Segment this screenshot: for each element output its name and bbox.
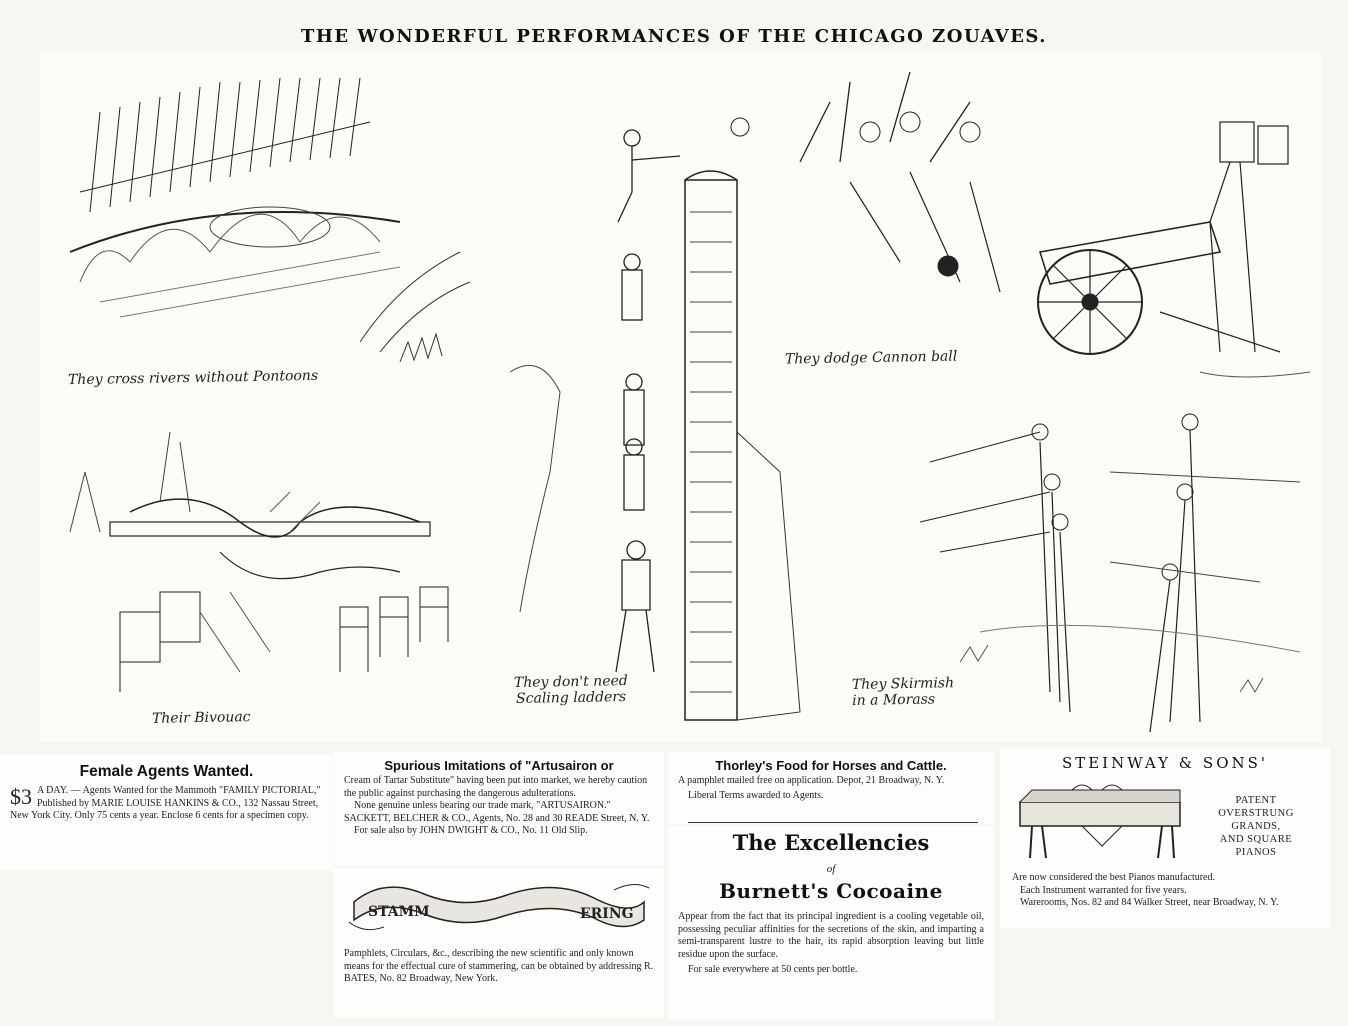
ad-steinway-text3: Warerooms, Nos. 82 and 84 Walker Street, near Broadway, N. Y. (1020, 897, 1279, 908)
piano-illustration (1012, 780, 1188, 864)
illustration-plate (40, 52, 1322, 742)
ad-spurious-text2: None genuine unless bearing our trade mark, "ARTUSAIRON." SACKETT, BELCHER & CO., Agents, No. 28 and 30 READE Street, N. Y. (344, 800, 650, 824)
ad-female-agents-price: $3 (10, 784, 32, 809)
stammering-banner (344, 872, 654, 944)
ad-thorley-text1: A pamphlet mailed free on application. Depot, 21 Broadway, N. Y. (678, 775, 945, 786)
feature-line: PATENT (1235, 795, 1277, 806)
ad-cocoaine-text: Appear from the fact that its principal ingredient is a cooling vegetable oil, possessing peculiar affinities for the secretions of the skin, and imparting a semi-transparent lustre to the hair, its rapid absorption leaving but little residue upon the surface. (678, 911, 984, 960)
ad-steinway-text2: Each Instrument warranted for five years. (1020, 884, 1187, 896)
engraving-illustration (40, 52, 1322, 742)
ad-spurious-text1: Cream of Tartar Substitute" having been put into market, we hereby caution the public against purchasing the dangerous adulterations. (344, 775, 648, 799)
scaling-ladders-scene (510, 118, 800, 720)
page-title: THE WONDERFUL PERFORMANCES OF THE CHICAGO ZOUAVES. (300, 26, 1048, 47)
river-crossing-scene (70, 78, 470, 362)
ad-female-agents-heading: Female Agents Wanted. (79, 763, 254, 780)
feature-line: PIANOS (1235, 847, 1277, 858)
caption-bivouac: Their Bivouac (151, 709, 251, 727)
ad-cocoaine (668, 826, 994, 1020)
ad-steinway-text1: Are now considered the best Pianos manufactured. (1012, 872, 1215, 883)
ad-spurious-imitations (334, 752, 664, 865)
banner-right-text: ERING (580, 906, 634, 922)
ad-cocoaine-of: of (826, 863, 836, 875)
ad-steinway-features (1196, 794, 1316, 859)
skirmish-scene (920, 414, 1300, 732)
feature-line: GRANDS, (1231, 821, 1281, 832)
ad-cocoaine-heading1: The Excellencies (732, 830, 930, 855)
caption-cannon: They dodge Cannon ball (784, 348, 958, 368)
caption-skirmish: They Skirmish in a Morass (851, 675, 955, 709)
cannon-scene (800, 72, 1310, 377)
banner-left-text: STAMM (368, 904, 430, 920)
ad-cocoaine-heading2: Burnett's Cocoaine (719, 879, 943, 903)
feature-line: AND SQUARE (1219, 834, 1293, 845)
caption-rivers: They cross rivers without Pontoons (67, 367, 319, 389)
ad-thorley (668, 752, 994, 824)
ad-spurious-text3: For sale also by JOHN DWIGHT & CO., No. 11 Old Slip. (354, 825, 588, 836)
ad-stammering (334, 868, 664, 1018)
ad-spurious-heading: Spurious Imitations of "Artusairon or (384, 758, 614, 773)
ad-cocoaine-footer: For sale everywhere at 50 cents per bottle. (688, 964, 858, 975)
ad-thorley-text2: Liberal Terms awarded to Agents. (688, 789, 824, 801)
ad-thorley-heading: Thorley's Food for Horses and Cattle. (715, 758, 947, 773)
ad-female-agents-text: A DAY. — Agents Wanted for the Mammoth "FAMILY PICTORIAL," Published by MARIE LOUISE HANKINS & CO., 132 Nassau Street, New York City. Only 75 cents a year. Enclose 6 cents for a specimen copy. (10, 785, 321, 821)
ad-female-agents (0, 755, 333, 870)
ad-stammering-text: Pamphlets, Circulars, &c., describing the new scientific and only known means for the effectual cure of stammering, can be obtained by addressing R. BATES, No. 82 Broadway, New York. (344, 948, 654, 984)
ad-steinway-heading: STEINWAY & SONS' (1061, 754, 1269, 772)
feature-line: OVERSTRUNG (1218, 808, 1294, 819)
ad-steinway (1000, 748, 1330, 928)
bivouac-scene (70, 432, 448, 692)
caption-ladders: They don't need Scaling ladders (513, 673, 628, 707)
divider-rule (688, 822, 978, 823)
